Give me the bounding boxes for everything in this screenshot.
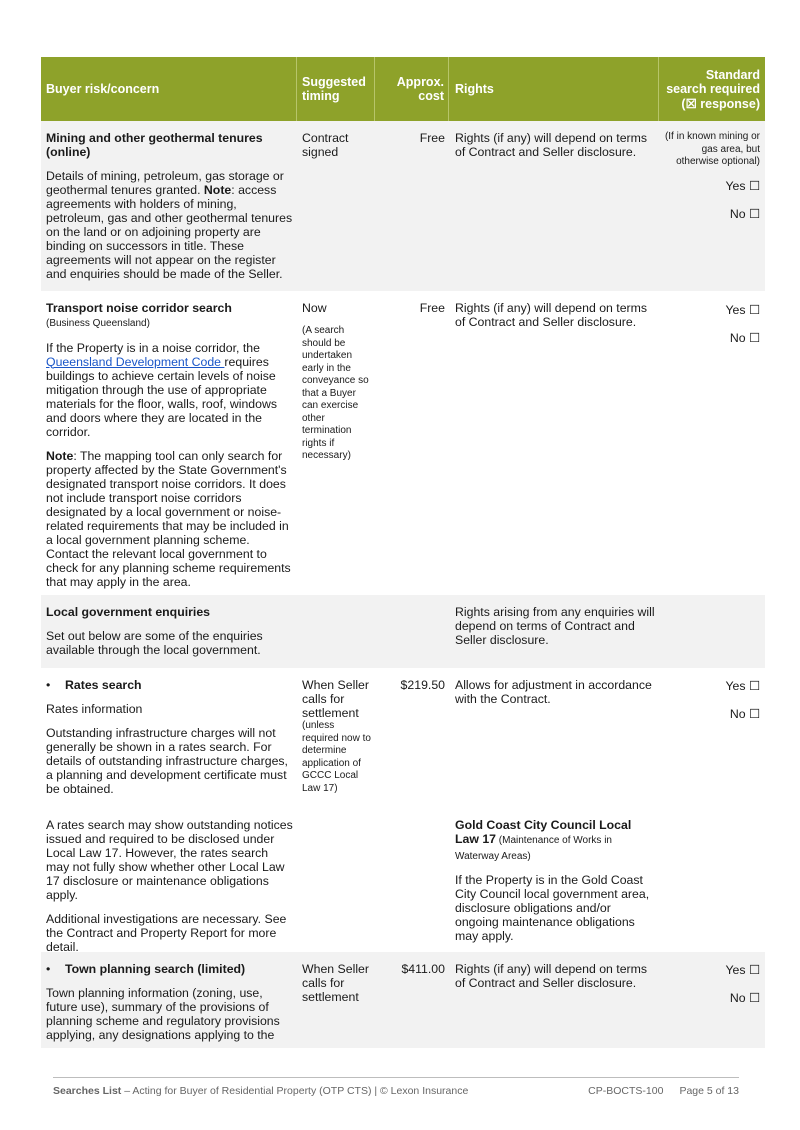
- row-title: • Town planning search (limited): [46, 962, 246, 976]
- searches-table: [41, 57, 765, 1048]
- yes-checkbox[interactable]: Yes ☐: [725, 178, 760, 193]
- table-row-rates-continued: [41, 808, 765, 952]
- table-row-mining: [41, 121, 765, 291]
- row-cost: $219.50: [400, 678, 445, 692]
- no-checkbox[interactable]: No ☐: [729, 707, 760, 721]
- footer-code: CP-BOCTS-100: [588, 1085, 664, 1097]
- row-rights: Rights (if any) will depend on terms of Contract and Seller disclosure.: [455, 962, 648, 990]
- row-title: Mining and other geothermal tenures (online): [46, 131, 263, 159]
- table-row-town-planning: [41, 952, 765, 1048]
- header-buyer-risk: Buyer risk/concern: [41, 57, 297, 121]
- queensland-development-code-link[interactable]: Queensland Development Code: [46, 354, 225, 369]
- row-title: Local government enquiries: [46, 605, 210, 619]
- row-timing: Now: [302, 301, 327, 315]
- row-description: If the Property is in a noise corridor, the Queensland Development Code requires buildings to achieve certain levels of noise mitigation through the use of appropriate materials for the floor, walls, roof, windows and doors where they are located in the corridor.: [46, 340, 277, 439]
- row-rights: Rights (if any) will depend on terms of Contract and Seller disclosure.: [455, 131, 648, 159]
- row-title: • Rates search: [46, 678, 142, 692]
- row-description: Set out below are some of the enquiries available through the local government.: [46, 629, 263, 657]
- local-law-description: If the Property is in the Gold Coast City Council local government area, disclosure obligations and/or ongoing maintenance obligations may apply.: [455, 873, 650, 943]
- row-rights: Rights (if any) will depend on terms of Contract and Seller disclosure.: [455, 301, 648, 329]
- yes-checkbox[interactable]: Yes ☐: [725, 963, 760, 977]
- row-description-more: Additional investigations are necessary. See the Contract and Property Report for more detail.: [46, 912, 287, 954]
- local-law-title: Gold Coast City Council Local Law 17 (Maintenance of Works in Waterway Areas): [455, 818, 632, 862]
- footer-page-number: Page 5 of 13: [679, 1085, 739, 1097]
- table-row-rates: [41, 668, 765, 808]
- row-timing-note: (A search should be undertaken early in the conveyance so that a Buyer can exercise other termination rights if necessary): [302, 325, 369, 461]
- row-subtitle: (Business Queensland): [46, 318, 150, 329]
- table-row-noise: [41, 291, 765, 595]
- header-rights: Rights: [449, 57, 659, 121]
- row-description: A rates search may show outstanding notices issued and required to be disclosed under Local Law 17. However, the rates search may not fully show whether other Local Law 17 disclosure or maintenance obligations apply.: [46, 818, 293, 902]
- row-timing: When Seller calls for settlement: [302, 962, 369, 1004]
- row-description: Town planning information (zoning, use, future use), summary of the provisions of planning scheme and regulatory provisions applying, any designations applying to the: [46, 986, 280, 1042]
- header-suggested-timing: Suggested timing: [297, 57, 375, 121]
- row-rights: Allows for adjustment in accordance with the Contract.: [455, 678, 652, 706]
- no-checkbox[interactable]: No ☐: [729, 206, 760, 221]
- row-timing: Contract signed: [302, 131, 349, 159]
- header-standard-search: Standard search required (☒ response): [666, 67, 760, 111]
- row-standard-note: (If in known mining or gas area, but otherwise optional): [664, 131, 760, 167]
- row-note: Note: The mapping tool can only search for property affected by the State Government's designated transport noise corridors. It does not include transport noise corridors designated by a local government or noise-related requirements that may be included in a local government planning scheme. Contact the relevant local government to check for any planning scheme requirements that may apply in the area.: [46, 448, 291, 589]
- row-cost: $411.00: [401, 962, 445, 976]
- row-description: Outstanding infrastructure charges will not generally be shown in a rates search. For details of outstanding infrastructure charges, a planning and development certificate must be obtained.: [46, 726, 288, 796]
- yes-checkbox[interactable]: Yes ☐: [725, 303, 760, 317]
- page-footer: [53, 1077, 739, 1097]
- yes-checkbox[interactable]: Yes ☐: [725, 679, 760, 693]
- row-cost: Free: [419, 301, 445, 315]
- row-timing: When Seller calls for settlement: [302, 678, 369, 720]
- row-rights: Rights arising from any enquiries will depend on terms of Contract and Seller disclosure.: [455, 605, 655, 647]
- row-description: Details of mining, petroleum, gas storage or geothermal tenures granted. Note: access agreements with holders of mining, petroleum, gas and other geothermal tenures on the land or on adjoining property are binding on successors in title. These agreements will not appear on the register and enquiries should be made of the Seller.: [46, 169, 293, 281]
- row-timing-note: (unless required now to determine application of GCCC Local Law 17): [302, 720, 371, 794]
- table-row-local-government: [41, 595, 765, 668]
- no-checkbox[interactable]: No ☐: [729, 331, 760, 345]
- footer-document-title: Searches List – Acting for Buyer of Residential Property (OTP CTS) | © Lexon Insurance: [53, 1085, 469, 1097]
- table-header: [41, 57, 765, 121]
- header-approx-cost: Approx. cost: [375, 57, 449, 121]
- no-checkbox[interactable]: No ☐: [729, 991, 760, 1005]
- row-cost: Free: [419, 131, 445, 145]
- row-title: Transport noise corridor search (Business Queensland): [46, 301, 232, 329]
- row-subtitle: Rates information: [46, 702, 143, 716]
- footer-page-info: [588, 1085, 739, 1097]
